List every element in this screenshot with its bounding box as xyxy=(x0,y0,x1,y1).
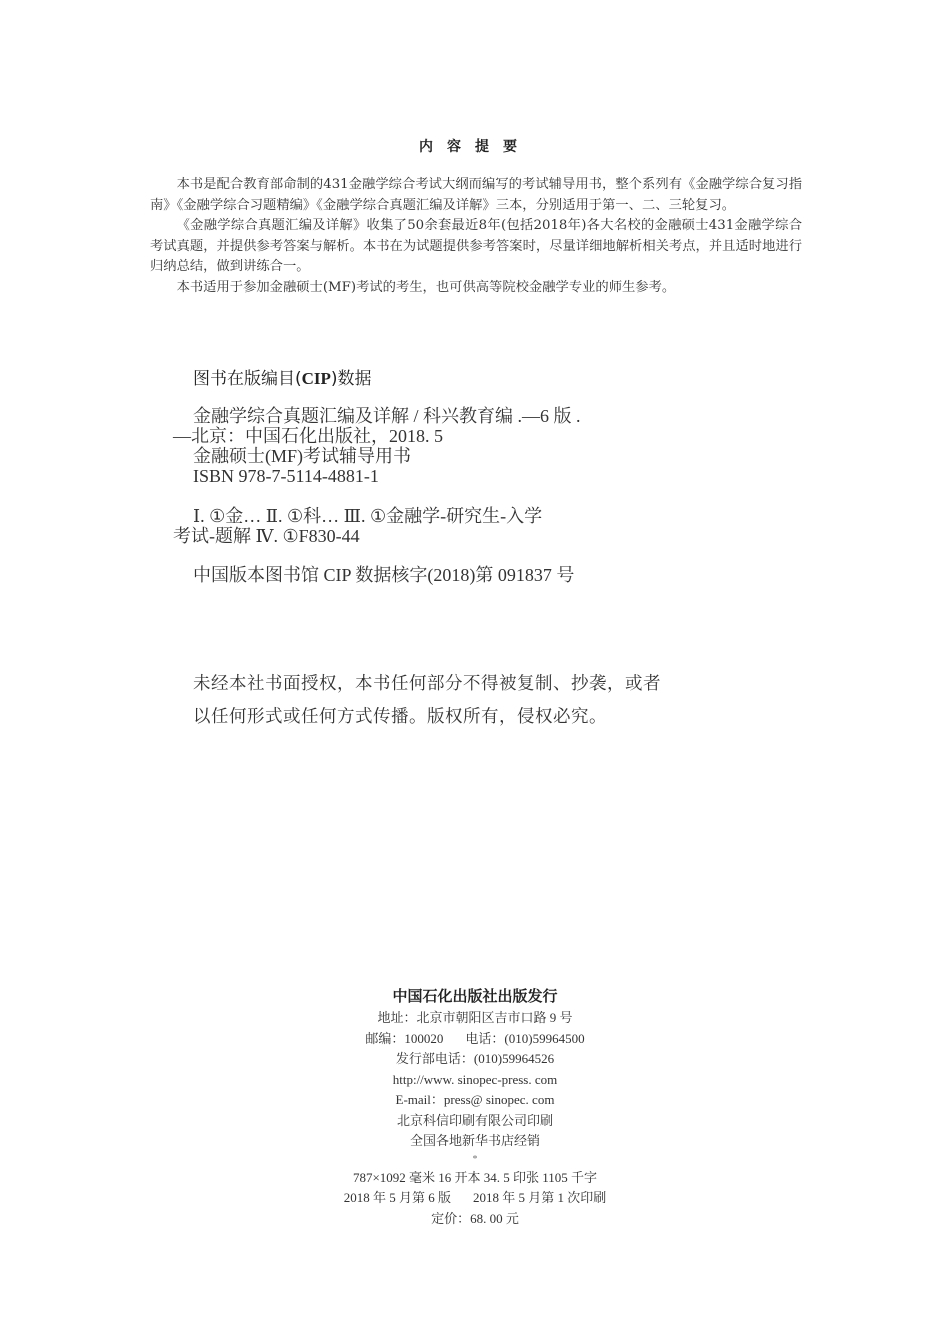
cip-record-number xyxy=(173,565,574,585)
book-format: 787×1092 毫米 16 开本 34. 5 印张 1105 千字 xyxy=(352,1169,598,1185)
cip-heading-en: CIP xyxy=(301,369,331,388)
separator-asterisk: * xyxy=(472,1153,478,1165)
website: http://www. sinopec-press. com xyxy=(392,1071,558,1087)
printer: 北京科信印刷有限公司印刷 xyxy=(396,1112,553,1128)
publisher-contact xyxy=(0,1029,950,1050)
copyright-line: 未经本社书面授权，本书任何部分不得被复制、抄袭，或者 xyxy=(193,674,661,694)
cip-record-line: 中国版本图书馆 CIP 数据核字(2018)第 091837 号 xyxy=(193,565,575,585)
cip-classification-line: Ⅰ. ①金… Ⅱ. ①科… Ⅲ. ①金融学-研究生-入学 xyxy=(193,506,543,526)
phone: 电话：(010)59964500 xyxy=(465,1030,585,1046)
copyright-line: 以任何形式或任何方式传播。版权所有，侵权必究。 xyxy=(193,707,607,727)
cip-title-line: 金融学综合真题汇编及详解 / 科兴教育编 .—6 版 . xyxy=(193,406,581,426)
postcode: 邮编：100020 xyxy=(365,1030,444,1046)
cip-series-line: 金融硕士(MF)考试辅导用书 xyxy=(193,446,412,466)
abstract-paragraph: 《金融学综合真题汇编及详解》收集了50余套最近8年(包括2018年)各大名校的金融硕士431金融学综合考试真题，并提供参考答案与解析。本书在为试题提供参考答案时，尽量详细地解析相关考点，并且适时地进行归纳总结，做到讲练合一。 xyxy=(150,218,802,274)
publisher-name: 中国石化出版社出版发行 xyxy=(392,987,558,1005)
abstract-paragraph: 本书是配合教育部命制的431金融学综合考试大纲而编写的考试辅导用书，整个系列有《金融学综合复习指南》《金融学综合习题精编》《金融学综合真题汇编及详解》三本，分别适用于第一、二、三轮复习。 xyxy=(150,177,802,213)
copyright-notice xyxy=(193,668,753,734)
publisher-colophon xyxy=(0,984,950,1229)
cip-isbn-line: ISBN 978-7-5114-4881-1 xyxy=(193,466,379,486)
cip-main-entry xyxy=(173,406,581,486)
abstract-body xyxy=(150,175,802,298)
cip-publisher-line: —北京：中国石化出版社，2018. 5 xyxy=(173,426,443,446)
publisher-address: 地址：北京市朝阳区吉市口路 9 号 xyxy=(377,1010,573,1025)
distribution-phone: 发行部电话：(010)59964526 xyxy=(395,1051,555,1066)
abstract-paragraph: 本书适用于参加金融硕士(MF)考试的考生，也可供高等院校金融学专业的师生参考。 xyxy=(176,279,676,295)
cip-classification-line: 考试-题解 Ⅳ. ①F830-44 xyxy=(173,526,360,546)
price: 定价：68. 00 元 xyxy=(431,1210,519,1226)
email: E-mail：press@ sinopec. com xyxy=(395,1092,555,1107)
edition: 2018 年 5 月第 6 版 xyxy=(343,1190,451,1205)
cip-classification xyxy=(173,506,542,546)
cip-heading-suffix: )数据 xyxy=(330,369,372,389)
cip-heading xyxy=(193,364,372,389)
abstract-title: 内容提要 xyxy=(419,139,531,155)
edition-info xyxy=(0,1188,950,1209)
distributor: 全国各地新华书店经销 xyxy=(409,1133,540,1148)
cip-heading-prefix: 图书在版编目( xyxy=(193,369,302,389)
printing: 2018 年 5 月第 1 次印刷 xyxy=(473,1190,607,1205)
